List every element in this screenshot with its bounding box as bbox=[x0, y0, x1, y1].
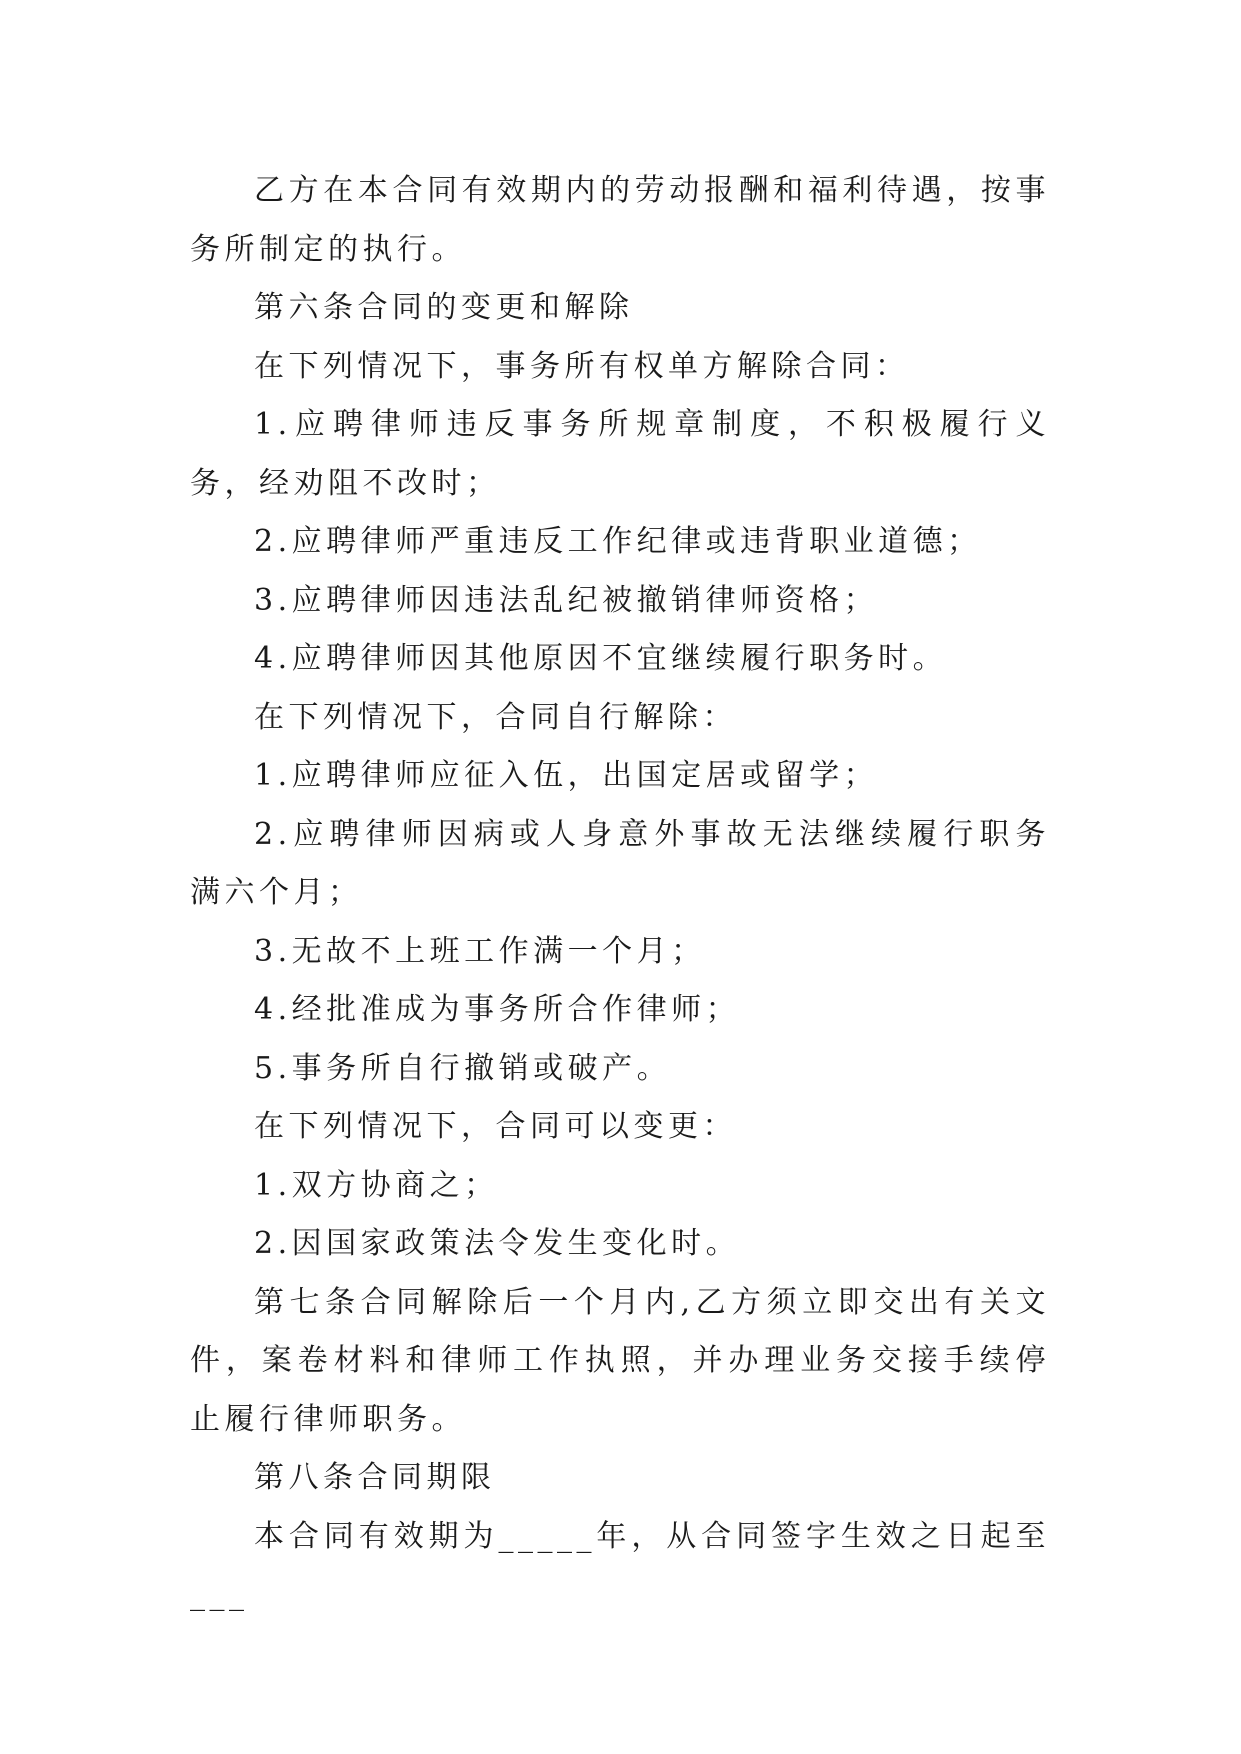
list-item: 2.应聘律师严重违反工作纪律或违背职业道德； bbox=[254, 524, 982, 559]
paragraph: 乙方在本合同有效期内的劳动报酬和福利待遇，按事务所制定的执行。 bbox=[190, 173, 1050, 267]
list-item: 1.应聘律师违反事务所规章制度，不积极履行义务，经劝阻不改时； bbox=[190, 407, 1050, 501]
list-item: 4.应聘律师因其他原因不宜继续履行职务时。 bbox=[254, 641, 948, 676]
list-item: 3.应聘律师因违法乱纪被撤销律师资格； bbox=[254, 582, 879, 618]
list-item: 2.因国家政策法令发生变化时。 bbox=[254, 1226, 741, 1261]
paragraph: 在下列情况下，事务所有权单方解除合同： bbox=[254, 348, 910, 384]
list-item: 5.事务所自行撤销或破产。 bbox=[254, 1050, 672, 1086]
list-item: 1.应聘律师应征入伍，出国定居或留学； bbox=[254, 758, 879, 793]
section-heading: 第七条合同解除后一个月内,乙方须立即交出有关文件，案卷材料和律师工作执照，并办理业务交接手续停止履行律师职务。 bbox=[190, 1284, 1050, 1437]
paragraph: 本合同有效期为_____年，从合同签字生效之日起至___ bbox=[190, 1518, 1050, 1612]
list-item: 2.应聘律师因病或人身意外事故无法继续履行职务满六个月； bbox=[190, 816, 1050, 910]
list-item: 4.经批准成为事务所合作律师； bbox=[254, 992, 741, 1027]
section-heading: 第六条合同的变更和解除 bbox=[254, 290, 634, 325]
paragraph: 在下列情况下，合同自行解除： bbox=[254, 699, 737, 735]
document-body bbox=[190, 162, 1050, 1625]
paragraph: 在下列情况下，合同可以变更： bbox=[254, 1109, 737, 1144]
section-heading: 第八条合同期限 bbox=[254, 1460, 496, 1495]
list-item: 3.无故不上班工作满一个月； bbox=[254, 933, 706, 969]
list-item: 1.双方协商之； bbox=[254, 1167, 499, 1203]
